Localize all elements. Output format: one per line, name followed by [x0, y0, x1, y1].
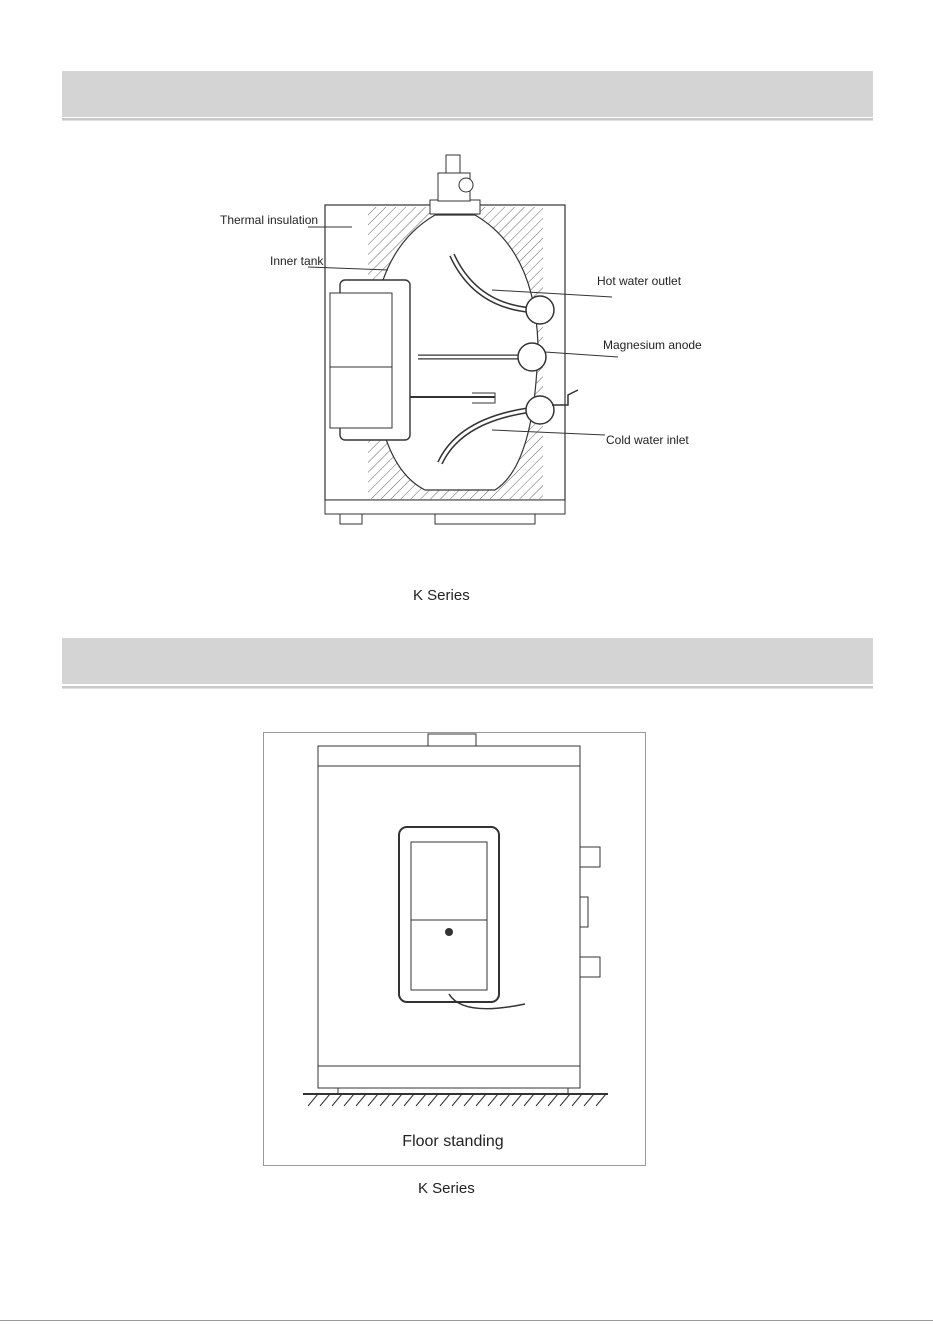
hot-outlet-fitting	[526, 296, 554, 324]
section-divider-1	[62, 118, 873, 121]
base-plate	[325, 500, 565, 514]
water-heater-cutaway-diagram	[210, 145, 730, 535]
figure2-caption: K Series	[418, 1180, 475, 1197]
cold-inlet-fitting	[526, 396, 554, 424]
tank-base	[318, 1066, 580, 1088]
tank-top-band	[318, 746, 580, 766]
side-fitting-lower	[580, 957, 600, 977]
heater-box	[330, 293, 392, 428]
floor-standing-label: Floor standing	[402, 1133, 504, 1150]
page-bottom-edge	[0, 1320, 933, 1321]
label-cold-water-inlet: Cold water inlet	[606, 433, 689, 447]
label-magnesium-anode: Magnesium anode	[603, 338, 702, 352]
label-hot-water-outlet: Hot water outlet	[597, 274, 682, 288]
floor-standing-diagram	[263, 732, 646, 1166]
section-divider-2	[62, 686, 873, 689]
figure1-caption: K Series	[413, 587, 470, 604]
label-inner-tank: Inner tank	[270, 254, 324, 268]
section-header-bar-1	[62, 71, 873, 117]
side-fitting-upper	[580, 847, 600, 867]
top-fitting	[430, 200, 480, 214]
label-thermal-insulation: Thermal insulation	[220, 213, 319, 227]
anode-fitting	[518, 343, 546, 371]
section-header-bar-2	[62, 638, 873, 684]
